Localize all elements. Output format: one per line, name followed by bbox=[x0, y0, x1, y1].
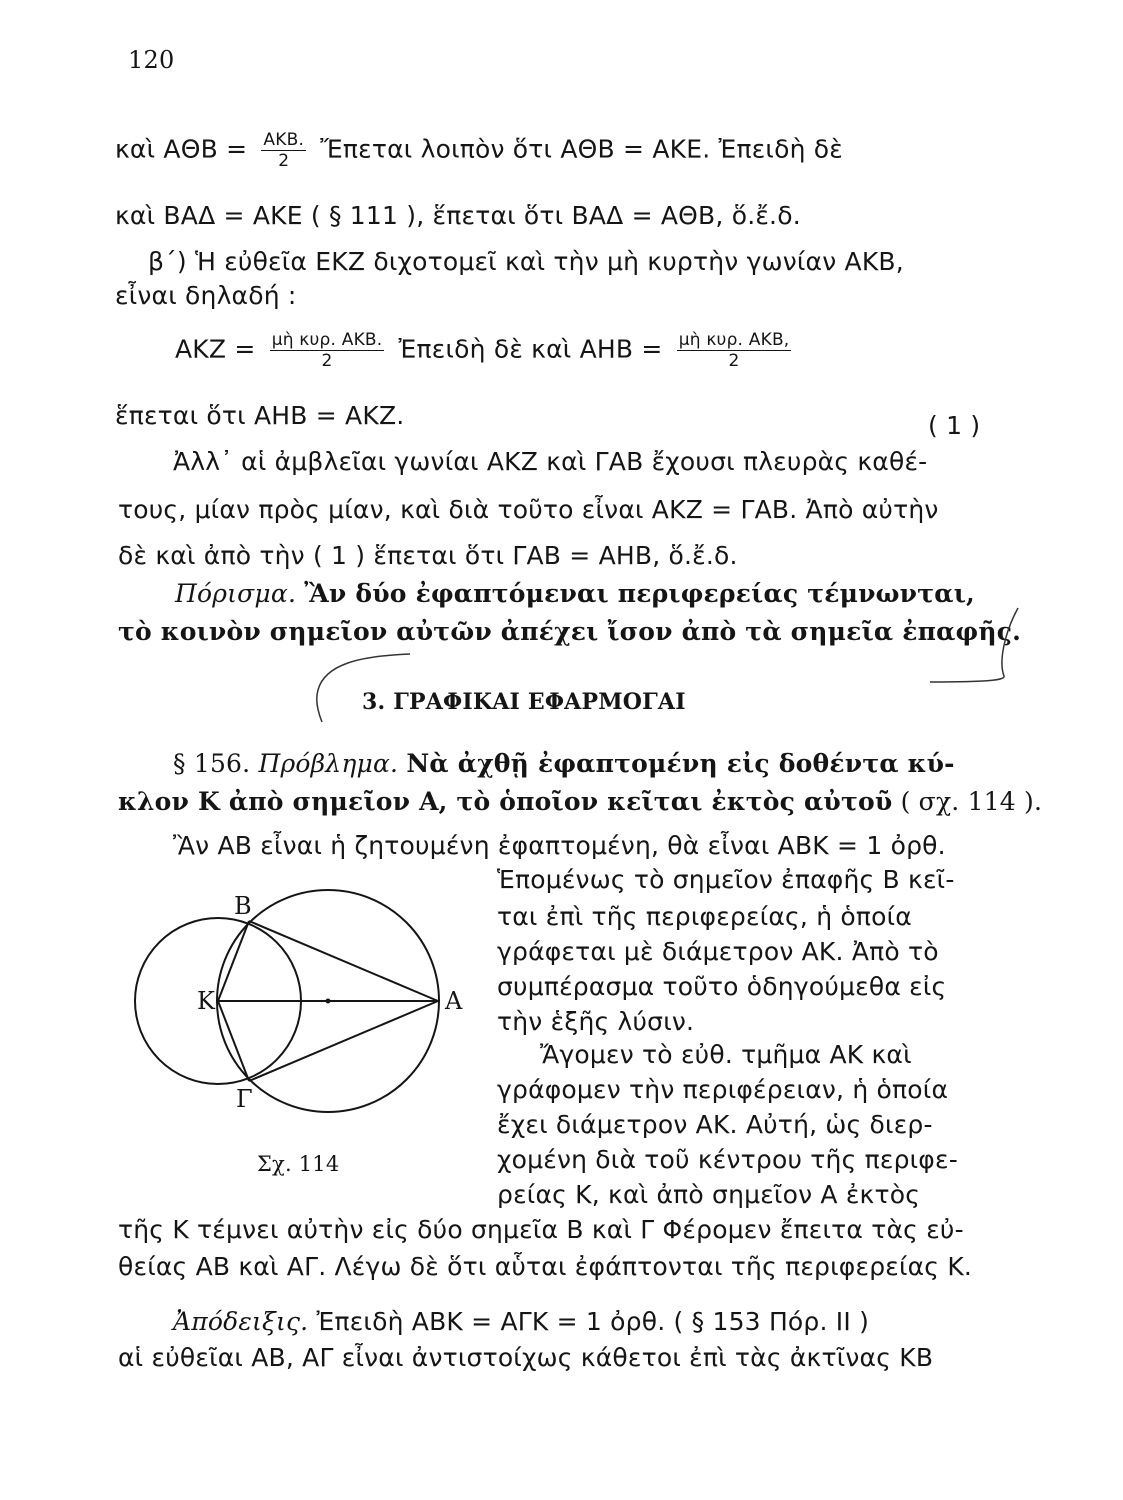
fraction-denominator: 2 bbox=[278, 151, 290, 171]
text-line-3: β΄) Ἡ εὐθεῖα ΕΚΖ διχοτομεῖ καὶ τὴν μὴ κυρτὴν γωνίαν ΑΚΒ, bbox=[148, 247, 904, 276]
proof-statement: Ἐπειδὴ ΑΒΚ = ΑΓΚ = 1 ὀρθ. ( § 153 Πόρ. ΙΙ ) bbox=[316, 1307, 870, 1336]
figure-label-b: Β bbox=[234, 892, 252, 920]
text-line-18: συμπέρασμα τοῦτο ὁδηγούμεθα εἰς bbox=[497, 972, 947, 1001]
radius-kg bbox=[218, 1001, 249, 1081]
figure-reference: ( σχ. 114 ). bbox=[900, 787, 1043, 816]
corollary-statement-start: Ἂν δύο ἐφαπτόμεναι περιφερείας τέμνωνται, bbox=[304, 579, 975, 608]
text-line-6: ἕπεται ὅτι ΑΗΒ = ΑΚΖ. bbox=[115, 401, 405, 430]
section-number: § 156. bbox=[173, 749, 251, 778]
center-point bbox=[326, 999, 331, 1004]
problem-label: Πρόβλημα. bbox=[258, 749, 399, 778]
problem-statement-start: Νὰ ἀχθῇ ἐφαπτομένη εἰς δοθέντα κύ- bbox=[406, 749, 955, 778]
text-line-7: Ἀλλ᾽ αἱ ἀμβλεῖαι γωνίαι ΑΚΖ καὶ ΓΑΒ ἔχουσι πλευρὰς καθέ- bbox=[173, 447, 928, 476]
text-line-11: τὸ κοινὸν σημεῖον αὐτῶν ἀπέχει ἴσον ἀπὸ τὰ σημεῖα ἐπαφῆς. bbox=[118, 617, 1022, 646]
text-line-14: Ἂν ΑΒ εἶναι ἡ ζητουμένη ἐφαπτομένη, θὰ εἶναι ΑΒΚ = 1 ὀρθ. bbox=[173, 831, 946, 860]
fraction-denominator: 2 bbox=[728, 351, 740, 371]
line5-start: ΑΚΖ = bbox=[175, 334, 256, 364]
text-line-21: γράφομεν τὴν περιφέρειαν, ἡ ὁποία bbox=[497, 1075, 949, 1104]
text-line-20: Ἄγομεν τὸ εὐθ. τμῆμα ΑΚ καὶ bbox=[540, 1040, 912, 1069]
figure-label-k: Κ bbox=[197, 987, 216, 1015]
text-line-17: γράφεται μὲ διάμετρον ΑΚ. Ἀπὸ τὸ bbox=[497, 937, 939, 966]
text-line-28: αἱ εὐθεῖαι ΑΒ, ΑΓ εἶναι ἀντιστοίχως κάθετοι ἐπὶ τὰς ἀκτῖνας ΚΒ bbox=[118, 1343, 934, 1372]
figure-label-a: Α bbox=[445, 987, 463, 1015]
fraction-denominator: 2 bbox=[321, 351, 333, 371]
heading-bracket-mark bbox=[317, 654, 410, 722]
text-line-25: τῆς Κ τέμνει αὐτὴν εἰς δύο σημεῖα Β καὶ Γ Φέρομεν ἔπειτα τὰς εὐ- bbox=[118, 1215, 964, 1244]
equation-number-1: ( 1 ) bbox=[928, 411, 981, 440]
proof-label: Ἀπόδειξις. bbox=[173, 1307, 309, 1336]
text-line-16: ται ἐπὶ τῆς περιφερείας, ἡ ὁποία bbox=[497, 902, 912, 931]
fraction-numerator: ΑΚΒ. bbox=[263, 130, 305, 150]
text-line-2: καὶ ΒΑΔ = ΑΚΕ ( § 111 ), ἕπεται ὅτι ΒΑΔ = ΑΘΒ, ὅ.ἔ.δ. bbox=[115, 201, 801, 230]
text-line-8: τους, μίαν πρὸς μίαν, καὶ διὰ τοῦτο εἶναι ΑΚΖ = ΓΑΒ. Ἀπὸ αὐτὴν bbox=[118, 495, 939, 524]
line5-middle: Ἐπειδὴ δὲ καὶ ΑΗΒ = bbox=[398, 334, 663, 364]
text-line-4: εἶναι δηλαδή : bbox=[115, 281, 297, 310]
text-line-23: χομένη διὰ τοῦ κέντρου τῆς περιφε- bbox=[497, 1145, 958, 1174]
line1-start: καὶ ΑΘΒ = bbox=[115, 134, 248, 164]
text-line-19: τὴν ἑξῆς λύσιν. bbox=[497, 1007, 695, 1036]
page-number: 120 bbox=[128, 46, 175, 74]
tangent-ag bbox=[249, 1001, 438, 1081]
corollary-label: Πόρισμα. bbox=[175, 579, 297, 608]
tangent-ab bbox=[249, 921, 438, 1001]
figure-caption: Σχ. 114 bbox=[257, 1152, 340, 1176]
figure-label-g: Γ bbox=[236, 1085, 253, 1113]
section-heading: 3. ΓΡΑΦΙΚΑΙ ΕΦΑΡΜΟΓΑΙ bbox=[362, 689, 686, 715]
fraction-numerator: μὴ κυρ. ΑΚΒ, bbox=[678, 330, 790, 350]
text-line-15: Ἑπομένως τὸ σημεῖον ἐπαφῆς Β κεῖ- bbox=[497, 865, 955, 894]
text-line-22: ἔχει διάμετρον ΑΚ. Αὐτή, ὡς διερ- bbox=[497, 1110, 933, 1139]
text-line-9: δὲ καὶ ἀπὸ τὴν ( 1 ) ἕπεται ὅτι ΓΑΒ = ΑΗΒ, ὅ.ἔ.δ. bbox=[118, 541, 738, 570]
problem-statement-end: κλον Κ ἀπὸ σημεῖον Α, τὸ ὁποῖον κεῖται ἐκτὸς αὐτοῦ bbox=[118, 787, 893, 816]
line1-end: Ἔπεται λοιπὸν ὅτι ΑΘΒ = ΑΚΕ. Ἐπειδὴ δὲ bbox=[320, 134, 843, 164]
fraction-numerator: μὴ κυρ. ΑΚΒ. bbox=[271, 330, 383, 350]
radius-kb bbox=[218, 921, 249, 1001]
margin-bracket-mark bbox=[930, 608, 1018, 682]
text-line-26: θείας ΑΒ καὶ ΑΓ. Λέγω δὲ ὅτι αὗται ἐφάπτονται τῆς περιφερείας Κ. bbox=[118, 1252, 973, 1281]
text-line-24: ρείας Κ, καὶ ἀπὸ σημεῖον Α ἐκτὸς bbox=[497, 1180, 921, 1209]
